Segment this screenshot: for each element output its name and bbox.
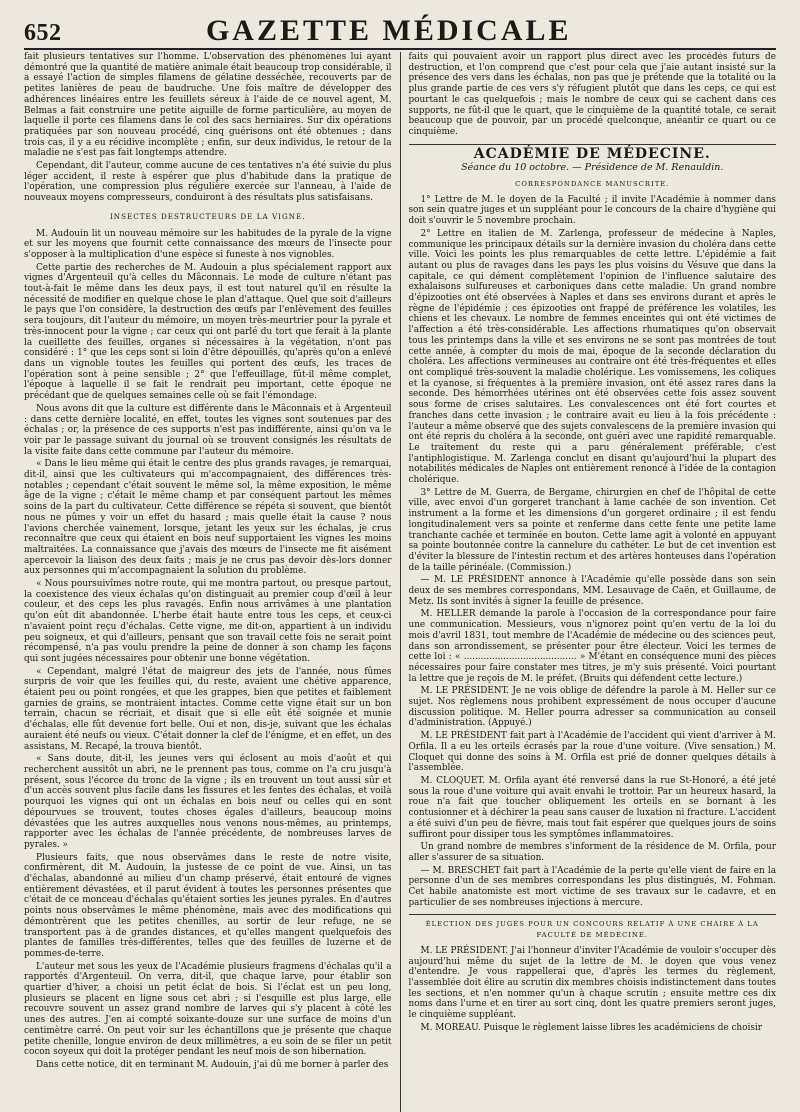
right-paragraph: M. LE PRÉSIDENT. Je ne vois oblige de défendre la parole à M. Heller sur ce sujet. Nos règlemens nous prohibent expressément de nous occuper d'aucune discussion politique. M. Heller pourra adresser sa communication au conseil d'administration. (Appuyé.) — [408, 686, 776, 729]
right-column — [403, 52, 777, 1112]
left-paragraph: « Sans doute, dit-il, les jeunes vers qui éclosent au mois d'août et qui recherchent aussitôt un abri, ne le prennent pas tous, comme on l'a cru jusqu'à présent, sous l'écorce du tronc de la vigne ; ils en trouvent un tout aussi sûr et d'un accès souvent plus facile dans les fissures et les fentes des échalas, et voilà pourquoi les vignes qui ont un échalas en bois neuf ou celles qui en sont dépourvues se trouvent, toutes choses égales d'ailleurs, beaucoup moins dévastées que les autres auxquelles nous venons nous-mêmes, au printemps, rapporter avec les échalas de l'année précédente, de nombreuses larves de pyrales. » — [24, 754, 392, 850]
columns — [24, 52, 776, 1112]
left-paragraph: « Nous poursuivîmes notre route, qui me montra partout, ou presque partout, la coexistence des vieux échalas qu'on distinguait au premier coup d'œil à leur couleur, et des ceps les plus ravagés. Enfin nous arrivâmes à une plantation qu'on eût dit abandonnée. L'herbe était haute entre tous les ceps, et ceux-ci n'avaient point reçu d'échalas. Cette vigne, me dit-on, appartient à un individu peu soigneux, et qui d'ailleurs, pensant que son travail cette fois ne serait point récompensé, n'a pas voulu prendre la peine de donner à son champ les façons qui sont jugées nécessaires pour obtenir une bonne végétation. — [24, 579, 392, 664]
correspondence-heading: CORRESPONDANCE MANUSCRITE. — [515, 180, 670, 189]
academy-title: ACADÉMIE DE MÉDECINE. — [473, 145, 711, 162]
right-paragraph: M. HELLER demande la parole à l'occasion de la correspondance pour faire une communication. Messieurs, vous n'ignorez point qu'en vertu de la loi du mois d'avril 1831, tout membre de l'Académie de médecine ou des sciences peut, dans son arrondissement, se présenter pour être électeur. Voici les termes de cette loi : « ........................................ » M'étant en conséquence muni des pièces nécessaires pour faire constater mes titres, je m'y suis présenté. Voici pourtant la lettre que je reçois de M. le préfet. (Bruits qui défendent cette lecture.) — [408, 609, 776, 684]
right-paragraph: M. LE PRÉSIDENT. J'ai l'honneur d'inviter l'Académie de vouloir s'occuper dès aujourd'hui même du sujet de la lettre de M. le doyen que vous venez d'entendre. Je vous rappellerai que, d'après les termes du règlement, l'assemblée doit élire au scrutin dix membres choisis indistinctement dans toutes les sections, et n'en nommer qu'un à chaque scrutin ; ensuite mettre ces dix noms dans l'urne et en tirer au sort cinq, dont les quatre premiers seront juges, le cinquième suppléant. — [408, 945, 776, 1021]
section-rule — [409, 144, 777, 145]
masthead — [24, 14, 776, 50]
right-paragraph: M. MOREAU. Puisque le règlement laisse libres les académiciens de choisir — [420, 1022, 762, 1033]
left-paragraph: Cependant, dit l'auteur, comme aucune de ces tentatives n'a été suivie du plus léger accident, il reste à espérer que plus d'habitude dans la pratique de l'opération, une compression plus régulière exercée sur l'anneau, à l'aide de nouveaux moyens compresseurs, conduiront à des résultats plus satisfaisans. — [24, 161, 392, 204]
right-paragraph: M. CLOQUET. M. Orfila ayant été renversé dans la rue St-Honoré, a été jeté sous la roue d'une voiture qui avait envahi le trottoir. Par un heureux hasard, la roue n'a fait que toucher obliquement les orteils en se bornant à les contusionner et à déchirer la peau sans causer de luxation ni fracture. L'accident a été suivi d'un peu de fièvre, mais tout fait espérer que quelques jours de soins suffiront pour dissiper tous les symptômes inflammatoires. — [408, 776, 776, 840]
right-paragraph: 2° Lettre en italien de M. Zarlenga, professeur de médecine à Naples, communique les principaux détails sur la dernière invasion du choléra dans cette ville. Voici les points les plus remarquables de cette lettre. L'épidémie a fait autant ou plus de ravages dans les pays les plus voisins du Vésuve que dans la capitale, ce qui dément complètement l'opinion de l'influence salutaire des exhalaisons sulfureuses et carboniques dans cette maladie. Un grand nombre d'épizooties ont été observées à Naples et dans ses environs durant et après le règne de l'épidémie ; ces épizooties ont frappé de préférence les volatiles, les chiens et les chevaux. Le nombre de femmes enceintes qui ont été victimes de l'affection a été très-considérable. Les affections rhumatiques qu'on observait tous les printemps dans la ville et ses environs ne se sont pas montrées de tout cette année, à compter du mois de mai, époque de la seconde déclaration du choléra. Les affections vermineuses au contraire ont été très-fréquentes et elles ont compliqué très-souvent la maladie cholérique. Les vomissemens, les coliques et la cyanose, si fréquentes à la première invasion, ont été assez rares dans la seconde. Des hémorrhées utérines ont été observées cette fois assez souvent sous forme de crises salutaires. Les convalescences ont été fort courtes et franches dans cette invasion ; le contraire avait eu lieu à la fois précédente : l'auteur a même observé que des sujets convalescens de la première invasion qui ont été repris du choléra à la seconde, ont guéri avec une rapidité remarquable. Le traitement du reste qui a paru généralement préférable, c'est l'antiphlogistique. M. Zarlenga conclut en disant qu'aujourd'hui la plupart des notabilités médicales de Naples ont entièrement renoncé à l'idée de la contagion cholérique. — [408, 228, 776, 486]
right-paragraph: faits qui pouvaient avoir un rapport plus direct avec les procédés futurs de destruction, et l'on comprend que c'est pour cela que j'aie autant insisté sur la présence des vers dans les échalas, non pas que je prétende que la totalité ou la plus grande partie de ces vers s'y réfugient plutôt que dans les ceps, ce qui est pourtant le cas quelquefois ; mais le nombre de ceux qui se cachent dans ces supports, ne fût-il que le quart, que le cinquième de la quantité totale, ce serait beaucoup que de pouvoir, par un procédé quelconque, anéantir ce quart ou ce cinquième. — [408, 52, 776, 137]
election-heading: ÉLECTION DES JUGES POUR UN CONCOURS RELATIF À UNE CHAIRE À LA FACULTÉ DE MÉDECINE. — [425, 920, 759, 940]
section-rule — [409, 914, 777, 915]
right-paragraph: M. LE PRÉSIDENT fait part à l'Académie de l'accident qui vient d'arriver à M. Orfila. Il a eu les orteils écrasés par la roue d'une voiture. (Vive sensation.) M. Cloquet qui donne des soins à M. Orfila est prié de donner quelques détails à l'assemblée. — [408, 731, 776, 774]
section-heading: INSECTES DESTRUCTEURS DE LA VIGNE. — [109, 211, 306, 221]
right-paragraph: — M. BRESCHET fait part à l'Académie de la perte qu'elle vient de faire en la personne d'un de ses membres correspondans les plus distingués, M. Fohman. Cet habile anatomiste est mort victime de ses travaux sur le cadavre, et en particulier de ses nombreuses injections à mercure. — [408, 865, 776, 908]
right-paragraph: 3° Lettre de M. Guerra, de Bergame, chirurgien en chef de l'hôpital de cette ville, avec envoi d'un gorgeret tranchant à lame cachée de son invention. Cet instrument a la forme et les dimensions d'un gorgeret ordinaire ; il est fendu longitudinalement vers sa pointe et renferme dans cette fente une petite lame tranchante cachée et terminée en bouton. Cette lame agit à volonté en appuyant sa pointe boutonnée contre la cannelure du cathéter. Le but de cet invention est d'éviter la blessure de l'intestin rectum et des artères honteuses dans l'opération de la taille périnéale. (Commission.) — [408, 487, 776, 573]
left-paragraph: « Cependant, malgré l'état de maigreur des jets de l'année, nous fûmes surpris de voir que les feuilles qui, du reste, avaient une chétive apparence, étaient peu ou point rongées, et que les grappes, bien que petites et faiblement garnies de grains, se montraient intactes. Comme cette vigne était sur un bon terrain, chacun se récriait, et disait que si elle eût été soignée et munie d'échalas, elle fût devenue fort belle. Oui et non, dis-je, suivant que les échalas auraient été neufs ou vieux. C'était donner la clef de l'énigme, et en effet, un des assistans, M. Recapé, la trouva bientôt. — [24, 666, 392, 752]
left-column — [24, 52, 398, 1112]
journal-title: GAZETTE MÉDICALE — [205, 14, 572, 47]
right-paragraph: 1° Lettre de M. le doyen de la Faculté ; il invite l'Académie à nommer dans son sein quatre juges et un suppléant pour le concours de la chaire d'hygiène qui doit s'ouvrir le 5 novembre prochain. — [408, 194, 776, 227]
left-paragraph: fait plusieurs tentatives sur l'homme. L'observation des phénomènes lui ayant démontré que la quantité de matière animale était beaucoup trop considérable, il a essayé l'action de simples filamens de gélatine desséchée, recouverts par de petites lanières de peau de baudruche. Une fois maître de développer des adhérences linéaires entre les feuillets séreux à l'aide de ce nouvel agent, M. Belmas a fait construire une petite aiguille de forme particulière, au moyen de laquelle il porte ces filamens dans le col des sacs herniaires. Sur dix opérations pratiquées par son nouveau procédé, cinq guérisons ont été obtenues ; dans trois cas, il y a eu récidive incomplète ; enfin, sur deux individus, le retour de la maladie ne s'est pas fait longtemps attendre. — [24, 52, 392, 159]
left-paragraph: Nous avons dit que la culture est différente dans le Mâconnais et à Argenteuil : dans cette dernière localité, en effet, toutes les vignes sont soutenues par des échalas ; or, la présence de ces supports n'est pas indifférente, ainsi qu'on va le voir par le passage suivant du journal où se trouvent consignés les résultats de la visite faite dans cette commune par l'auteur du mémoire. — [24, 403, 392, 457]
page-number: 652 — [24, 20, 62, 46]
left-paragraph: Plusieurs faits, que nous observâmes dans le reste de notre visite, confirmèrent, dit M. Audouin, la justesse de ce point de vue. Ainsi, un tas d'échalas, abandonné au milieu d'un champ préservé, était entouré de vignes entièrement dévastées, et il parut évident à toutes les personnes présentes que c'était de ce monceau d'échalas qu'étaient sorties les jeunes pyrales. En d'autres points nous observâmes le même phénomène, mais avec des modifications qui démontrèrent que les petites chenilles, au sortir de leur refuge, ne se transportent pas à de grandes distances, et qu'elles mangent quelquefois des plantes de familles très-différentes, telles que des feuilles de luzerne et de pommes-de-terre. — [24, 852, 392, 959]
left-paragraph: Cette partie des recherches de M. Audouin a plus spécialement rapport aux vignes d'Argenteuil qu'à celles du Mâconnais. Le mode de culture n'étant pas tout-à-fait le même dans les deux pays, il est tout naturel qu'il en résulte la nécessité de modifier en quelque chose le plan d'attaque. Quel que soit d'ailleurs le pays que l'on considère, la destruction des œufs par l'enlèvement des feuilles sera toujours, dit l'auteur du mémoire, un moyen très-meurtrier pour la pyrale et très-innocent pour la vigne ; car ceux qui ont parlé du tort que ferait à la plante la cueillette des feuilles, organes si nécessaires à la végétation, n'ont pas considéré : 1° que les ceps sont si loin d'être dépouillés, qu'après qu'on a enlevé dans un vignoble toutes les feuilles qui portent des œufs, les traces de l'opération sont à peine sensible ; 2° que l'effeuillage, fût-il même complet, l'époque à laquelle il se fait le rendrait peu important, cette époque ne précédant que de quelques semaines celle où se fait l'émondage. — [24, 262, 392, 402]
left-paragraph: Dans cette notice, dit en terminant M. Audouin, j'ai dû me borner à parler des — [36, 1059, 389, 1070]
left-paragraph: M. Audouin lit un nouveau mémoire sur les habitudes de la pyrale de la vigne et sur les moyens que fournit cette connaissance des mœurs de l'insecte pour s'opposer à la multiplication d'une espèce si funeste à nos vignobles. — [24, 228, 392, 260]
column-divider — [400, 52, 401, 1112]
session-line: Séance du 10 octobre. — Présidence de M. Renauldin. — [461, 162, 724, 174]
left-paragraph: « Dans le lieu même qui était le centre des plus grands ravages, je remarquai, dit-il, ainsi que les cultivateurs qui m'accompagnaient, des différences très-notables ; cependant c'était souvent le même sol, la même exposition, le même âge de la vigne ; c'était le même champ et par conséquent partout les mêmes soins de la part du cultivateur. Cette différence se répéta si souvent, que bientôt nous ne pûmes y voir un effet du hasard ; mais quelle était la cause ? nous l'avions cherchée vainement, lorsque, jetant les yeux sur les échalas, je crus reconnaître que ceux qui étaient en bois neuf supportaient les vignes les moins maltraitées. La connaissance que j'avais des mœurs de l'insecte me fit aisément apercevoir la liaison des deux faits ; mais je ne crus pas devoir dès-lors donner aux personnes qui m'accompagnaient la solution du problème. — [24, 459, 392, 577]
left-paragraph: L'auteur met sous les yeux de l'Académie plusieurs fragmens d'échalas qu'il a rapportés d'Argenteuil. On verra, dit-il, que chaque larve, pour établir son quartier d'hiver, a choisi un petit éclat de bois. Si l'éclat est un peu long, plusieurs se placent en ligne sous cet abri ; si l'esquille est plus large, elle recouvre souvent un assez grand nombre de larves qui s'y placent à côté les unes des autres. J'en ai compté soixante-douze sur une surface de moins d'un centimètre carré. On peut voir sur les échantillons que je présente que chaque petite chenille, longue environ de deux millimètres, a eu soin de se filer un petit cocon soyeux qui doit la protéger pendant les neuf mois de son hibernation. — [24, 961, 392, 1058]
right-paragraph: Un grand nombre de membres s'informent de la résidence de M. Orfila, pour aller s'assurer de sa situation. — [408, 842, 776, 863]
right-paragraph: — M. LE PRÉSIDENT annonce à l'Académie qu'elle possède dans son sein deux de ses membres correspondans, MM. Lesauvage de Caën, et Guillaume, de Metz. Ils sont invités à signer la feuille de présence. — [408, 575, 776, 607]
